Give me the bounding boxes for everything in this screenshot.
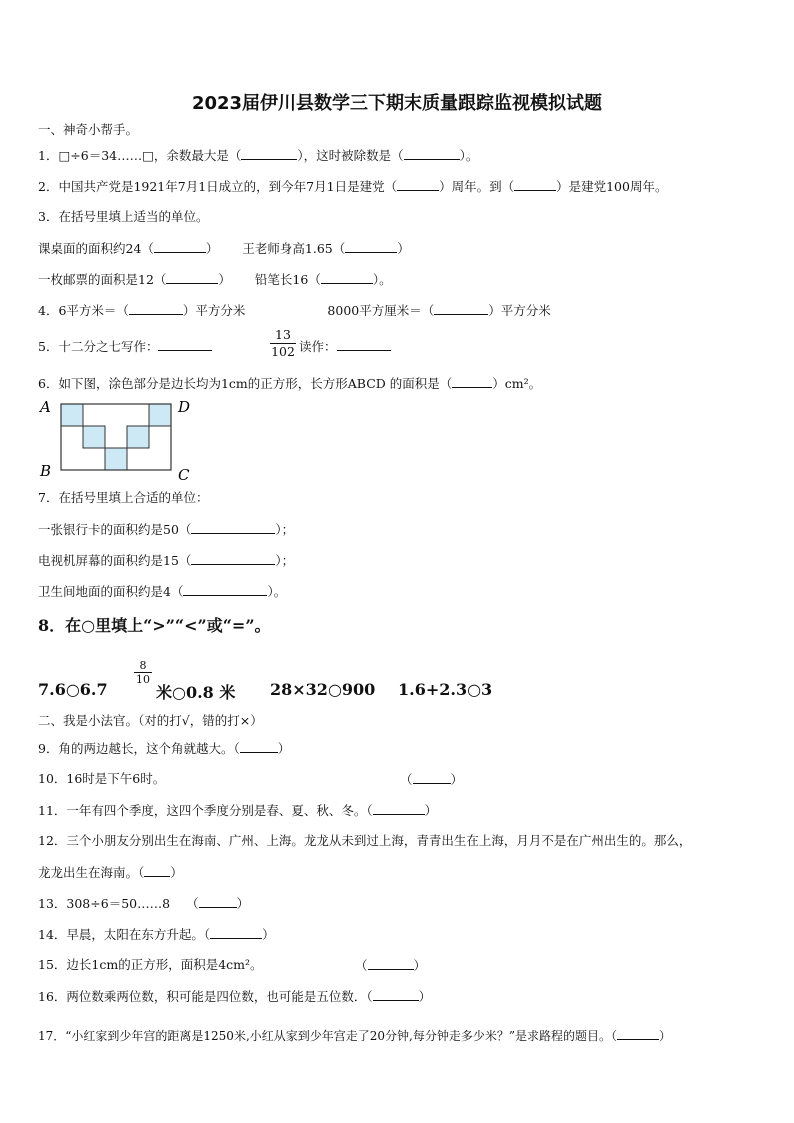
question-5: 5．十二分之七写作： bbox=[38, 338, 212, 355]
answer-blank[interactable] bbox=[321, 271, 373, 284]
section-1-heading: 一、神奇小帮手。 bbox=[38, 122, 139, 137]
question-5-read: 读作： bbox=[299, 338, 391, 355]
answer-blank[interactable] bbox=[191, 521, 275, 534]
question-7b: 电视机屏幕的面积约是15（ ）； bbox=[38, 553, 295, 568]
fraction-13-102: 13 102 bbox=[271, 327, 295, 359]
section-2-heading: 二、我是小法官。（对的打√，错的打×） bbox=[38, 713, 263, 728]
shaded-square bbox=[83, 426, 105, 448]
answer-blank[interactable] bbox=[345, 240, 397, 253]
answer-blank[interactable] bbox=[404, 147, 460, 160]
compare-item-1: 7.6○6.7 bbox=[38, 680, 108, 699]
vertex-label-c: C bbox=[178, 466, 190, 484]
answer-blank[interactable] bbox=[397, 178, 439, 191]
question-10: 10．16时是下午6时。 bbox=[38, 771, 166, 786]
answer-blank[interactable] bbox=[241, 147, 297, 160]
shaded-square bbox=[149, 404, 171, 426]
vertex-label-a: A bbox=[40, 398, 51, 416]
question-8: 8．在○里填上“>”“<”或“=”。 bbox=[38, 616, 271, 635]
rectangle-abcd-figure bbox=[38, 396, 198, 484]
vertex-label-b: B bbox=[40, 462, 52, 480]
shaded-square bbox=[105, 448, 127, 470]
answer-blank[interactable] bbox=[337, 338, 391, 351]
question-4: 4．6平方米＝（ ）平方分米 8000平方厘米＝（ ）平方分米 bbox=[38, 303, 551, 318]
question-7a: 一张银行卡的面积约是50（ ）； bbox=[38, 522, 295, 537]
question-13: 13．308÷6＝50……8 （ ） bbox=[38, 896, 250, 911]
compare-item-2: 米○0.8 米 bbox=[156, 683, 236, 702]
answer-blank[interactable] bbox=[373, 988, 419, 1001]
answer-blank[interactable] bbox=[240, 740, 278, 753]
shaded-square bbox=[61, 404, 83, 426]
question-12b: 龙龙出生在海南。（ ） bbox=[38, 865, 183, 880]
compare-item-3: 28×32○900 bbox=[270, 680, 376, 699]
answer-blank[interactable] bbox=[199, 895, 237, 908]
question-15: 15．边长1cm的正方形，面积是4cm²。 bbox=[38, 957, 263, 972]
answer-blank[interactable] bbox=[144, 864, 170, 877]
answer-blank[interactable] bbox=[129, 302, 183, 315]
question-7: 7．在括号里填上合适的单位： bbox=[38, 490, 209, 505]
answer-blank[interactable] bbox=[413, 771, 451, 784]
question-12: 12．三个小朋友分别出生在海南、广州、上海。龙龙从未到过上海，青青出生在上海，月月不是在广州出生的。那么， bbox=[38, 833, 692, 848]
question-3: 3．在括号里填上适当的单位。 bbox=[38, 209, 209, 224]
question-3b: 一枚邮票的面积是12（ ） 铅笔长16（ ）。 bbox=[38, 272, 392, 287]
shaded-square bbox=[127, 426, 149, 448]
answer-blank[interactable] bbox=[617, 1027, 659, 1040]
vertex-label-d: D bbox=[178, 398, 191, 416]
answer-blank[interactable] bbox=[373, 802, 425, 815]
question-7c: 卫生间地面的面积约是4（ ）。 bbox=[38, 584, 287, 599]
page-title: 2023届伊川县数学三下期末质量跟踪监视模拟试题 bbox=[191, 93, 603, 114]
question-1: 1．□÷6＝34……□，余数最大是（ ），这时被除数是（ ）。 bbox=[38, 148, 479, 163]
question-17: 17．“小红家到少年宫的距离是1250米,小红从家到少年宫走了20分钟,每分钟走多少米？”是求路程的题目。（ ） bbox=[38, 1029, 671, 1043]
answer-blank[interactable] bbox=[191, 552, 275, 565]
question-9: 9．角的两边越长，这个角就越大。（ ） bbox=[38, 741, 291, 756]
answer-blank[interactable] bbox=[434, 302, 488, 315]
question-10-answer: （ ） bbox=[400, 772, 464, 787]
answer-blank[interactable] bbox=[452, 375, 492, 388]
question-3a: 课桌面的面积约24（ ） 王老师身高1.65（ ） bbox=[38, 241, 410, 256]
question-11: 11．一年有四个季度，这四个季度分别是春、夏、秋、冬。（ ） bbox=[38, 803, 438, 818]
answer-blank[interactable] bbox=[158, 338, 212, 351]
answer-blank[interactable] bbox=[368, 957, 414, 970]
fraction-8-10: 8 10 bbox=[136, 659, 150, 686]
question-16: 16．两位数乘两位数，积可能是四位数，也可能是五位数．（ ） bbox=[38, 989, 432, 1004]
answer-blank[interactable] bbox=[514, 178, 556, 191]
compare-item-4: 1.6+2.3○3 bbox=[398, 680, 493, 699]
question-6: 6．如下图，涂色部分是边长均为1cm的正方形，长方形ABCD 的面积是（ ）cm²。 bbox=[38, 376, 542, 391]
answer-blank[interactable] bbox=[183, 583, 267, 596]
question-15-answer: （ ） bbox=[355, 958, 427, 973]
answer-blank[interactable] bbox=[166, 271, 218, 284]
question-14: 14．早晨，太阳在东方升起。（ ） bbox=[38, 927, 275, 942]
answer-blank[interactable] bbox=[210, 926, 262, 939]
question-2: 2．中国共产党是1921年7月1日成立的，到今年7月1日是建党（ ）周年。到（ ）是建党100周年。 bbox=[38, 179, 668, 194]
answer-blank[interactable] bbox=[154, 240, 206, 253]
